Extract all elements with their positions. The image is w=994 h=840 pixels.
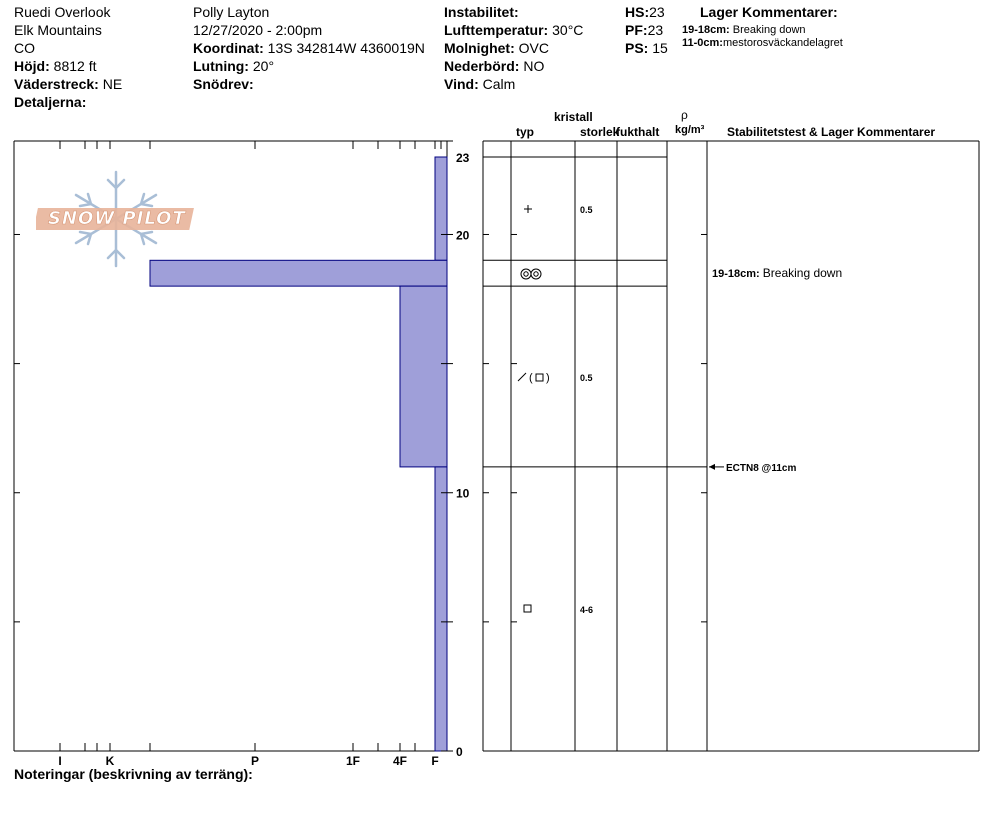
slope-value: 20°	[252, 58, 275, 74]
elevation-label: Höjd:	[14, 58, 50, 74]
instability-label: Instabilitet:	[444, 4, 519, 20]
hardness-label: K	[105, 754, 115, 768]
date-time: 12/27/2020 - 2:00pm	[193, 22, 323, 38]
aspect-label: Väderstreck:	[14, 76, 99, 92]
crystal-header: kristall	[554, 110, 593, 124]
site-name: Ruedi Overlook	[14, 4, 111, 20]
melt-forms-icon	[534, 272, 538, 276]
hardness-label: P	[250, 754, 260, 768]
ps-value: 15	[652, 40, 668, 56]
density-unit-header: kg/m³	[675, 124, 705, 136]
air-temp-value: 30°C	[552, 22, 584, 38]
hardness-label: 1F	[345, 754, 361, 768]
stability-header: Stabilitetstest & Lager Kommentarer	[727, 125, 936, 139]
air-temp-label: Lufttemperatur:	[444, 22, 549, 38]
drift-label: Snödrev:	[193, 76, 254, 92]
stability-comment: 19-18cm: Breaking down	[712, 266, 843, 281]
ps-label: PS:	[625, 40, 649, 56]
pf-value: 23	[647, 22, 664, 38]
melt-forms-icon	[524, 272, 528, 276]
sky-value: OVC	[518, 40, 549, 56]
coordinate-value: 13S 342814W 4360019N	[267, 40, 425, 56]
layer-comment-text: mestorosväckandelagret	[722, 37, 843, 49]
logo-text: SNOW PILOT	[48, 208, 186, 229]
stability-test-label: ECTN8 @11cm	[726, 462, 797, 474]
layer-comments-title: Lager Kommentarer:	[700, 4, 838, 20]
wind-value: Calm	[482, 76, 516, 92]
pf-label: PF:	[625, 22, 648, 38]
notes-label: Noteringar (beskrivning av terräng):	[14, 766, 253, 782]
decomposing-faceted-icon: )	[546, 372, 550, 384]
layer-comment-range: 19-18cm:	[682, 24, 730, 36]
layer-comment-range: 11-0cm:	[682, 37, 723, 49]
size-header: storlek	[580, 125, 620, 139]
aspect-value: NE	[102, 76, 123, 92]
hardness-bar	[400, 286, 447, 467]
faceted-square-icon	[524, 605, 531, 612]
rho-header: ρ	[681, 108, 688, 122]
hardness-label: 4F	[392, 754, 408, 768]
hardness-label: I	[58, 754, 62, 768]
depth-label: 10	[456, 486, 470, 501]
precip-label: Nederbörd:	[444, 58, 520, 74]
hardness-bar	[435, 467, 447, 751]
state: CO	[14, 40, 35, 56]
precip-value: NO	[523, 58, 545, 74]
depth-label: 20	[456, 228, 470, 243]
details-label: Detaljerna:	[14, 94, 87, 110]
observer: Polly Layton	[193, 4, 270, 20]
slope-label: Lutning:	[193, 58, 249, 74]
melt-forms-icon	[521, 269, 531, 279]
moisture-header: fukthalt	[616, 125, 660, 139]
depth-label: 0	[456, 745, 463, 759]
hardness-bar	[435, 157, 447, 260]
crystal-size: 0.5	[580, 373, 593, 383]
hs-value: 23	[649, 4, 665, 20]
coordinate-label: Koordinat:	[193, 40, 264, 56]
crystal-size: 0.5	[580, 205, 593, 215]
melt-forms-icon	[531, 269, 541, 279]
elevation-value: 8812 ft	[53, 58, 97, 74]
depth-label: 23	[456, 151, 470, 165]
hs-label: HS:	[625, 4, 650, 20]
hardness-bar	[150, 260, 447, 286]
hardness-label: F	[431, 754, 439, 768]
crystal-size: 4-6	[580, 605, 594, 615]
type-header: typ	[516, 125, 534, 139]
sky-label: Molnighet:	[444, 40, 515, 56]
decomposing-faceted-icon	[536, 374, 543, 381]
decomposing-faceted-icon	[518, 373, 526, 381]
wind-label: Vind:	[444, 76, 479, 92]
decomposing-faceted-icon: (	[529, 372, 533, 384]
arrow-icon	[709, 464, 715, 470]
mountain-range: Elk Mountains	[14, 22, 102, 38]
layer-comment-text: Breaking down	[732, 24, 806, 36]
